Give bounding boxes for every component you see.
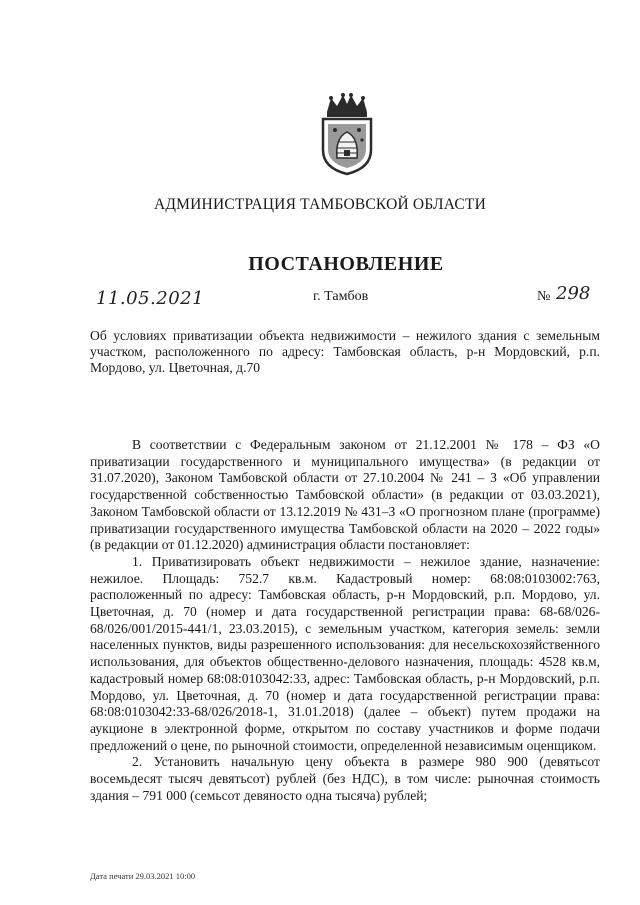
body-item-2: 2. Установить начальную цену объекта в размере 980 900 (девятьсот восемьдесят тысяч девятьсот) рублей (без НДС), в том числе: рыночная стоимость здания – 791 000 (семьсот девяносто одна тысяча) рублей; <box>90 754 600 803</box>
document-number: 298 <box>556 283 591 304</box>
document-date: 11.05.2021 <box>96 288 205 309</box>
tambov-coat-of-arms-icon <box>315 92 379 176</box>
document-type-title: ПОСТАНОВЛЕНИЕ <box>248 253 444 275</box>
body-preamble: В соответствии с Федеральным законом от 21.12.2001 № 178 – ФЗ «О приватизации государственного и муниципального имущества» (в редакции от 31.07.2020), Законом Тамбовской области от 27.10.2004 № 241 – З «Об управлении государственной собственностью Тамбовской области» (в редакции от 03.03.2021), Законом Тамбовской области от 13.12.2019 № 431–З «О прогнозном плане (программе) приватизации государственного имущества Тамбовской области на 2020 – 2022 годы» (в редакции от 01.12.2020) администрация области постановляет: <box>90 437 600 553</box>
organization-name: АДМИНИСТРАЦИЯ ТАМБОВСКОЙ ОБЛАСТИ <box>154 196 486 213</box>
document-subject: Об условиях приватизации объекта недвижимости – нежилого здания с земельным участком, расположенного по адресу: Тамбовская область, р-н Мордовский, р.п. Мордово, ул. Цветочная, д.70 <box>90 328 600 375</box>
print-date-footer: Дата печати 29.03.2021 10:00 <box>90 871 196 881</box>
document-body <box>90 437 600 804</box>
document-number-label: № <box>537 289 551 304</box>
document-city: г. Тамбов <box>313 289 369 304</box>
body-item-1: 1. Приватизировать объект недвижимости – нежилое здание, назначение: нежилое. Площадь: 752.7 кв.м. Кадастровый номер: 68:08:0103002:763, расположенный по адресу: Тамбовская область, р-н Мордовский, р.п. Мордово, ул. Цветочная, д. 70 (номер и дата государственной регистрации права: 68-68/026-68/026/001/2015-441/1, 23.03.2015), с земельным участком, категория земель: земли населенных пунктов, виды разрешенного использования: для несельскохозяйственного использования, для объектов общественно-делового назначения, площадь: 4528 кв.м, кадастровый номер 68:08:0103042:33, адрес: Тамбовская область, р-н Мордовский, р.п. Мордово, ул. Цветочная, д. 70 (номер и дата государственной регистрации права: 68:08:0103042:33-68/026/2018-1, 31.01.2018) (далее – объект) путем продажи на аукционе в электронной форме, открытом по составу участников и форме подачи предложений о цене, по рыночной стоимости, определенной независимым оценщиком. <box>90 553 600 753</box>
